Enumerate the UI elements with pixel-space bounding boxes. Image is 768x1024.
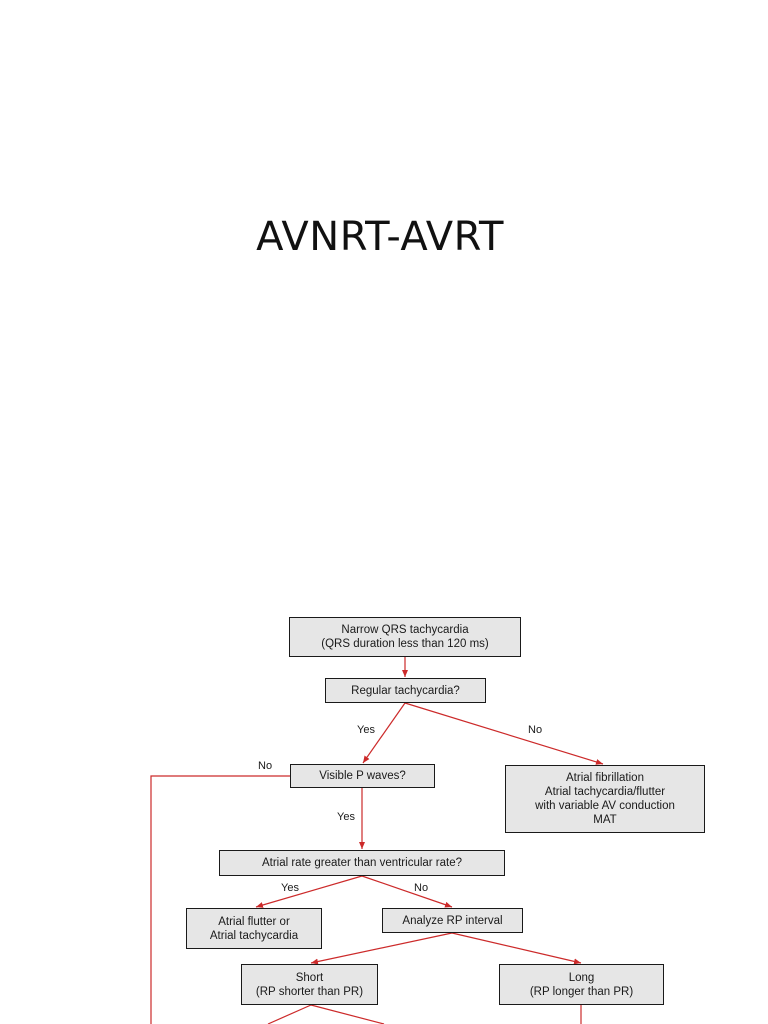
edge-analyze-short bbox=[311, 933, 452, 963]
edge-short-left bbox=[268, 1005, 311, 1024]
node-visible-p-waves: Visible P waves? bbox=[290, 764, 435, 788]
edge-label-regular-no: No bbox=[528, 724, 543, 736]
node-regular-tachycardia: Regular tachycardia? bbox=[325, 678, 486, 703]
edge-atrial-rate-analyze bbox=[362, 876, 452, 907]
edge-short-right bbox=[311, 1005, 384, 1024]
edge-label-visible-yes: Yes bbox=[337, 811, 355, 823]
node-long-rp: Long (RP longer than PR) bbox=[499, 964, 664, 1005]
page-title: AVNRT-AVRT bbox=[256, 214, 504, 260]
node-short-rp: Short (RP shorter than PR) bbox=[241, 964, 378, 1005]
node-atrial-fibrillation: Atrial fibrillation Atrial tachycardia/flutter with variable AV conduction MAT bbox=[505, 765, 705, 833]
node-analyze-rp: Analyze RP interval bbox=[382, 908, 523, 933]
edge-atrial-rate-flutter bbox=[256, 876, 362, 907]
edge-label-rate-no: No bbox=[414, 882, 429, 894]
edge-label-regular-yes: Yes bbox=[357, 724, 375, 736]
edge-label-visible-no: No bbox=[258, 760, 273, 772]
edge-analyze-long bbox=[452, 933, 581, 963]
node-narrow-qrs: Narrow QRS tachycardia (QRS duration less than 120 ms) bbox=[289, 617, 521, 657]
node-atrial-rate: Atrial rate greater than ventricular rate? bbox=[219, 850, 505, 876]
edge-label-rate-yes: Yes bbox=[281, 882, 299, 894]
node-atrial-flutter: Atrial flutter or Atrial tachycardia bbox=[186, 908, 322, 949]
edge-regular-afib bbox=[405, 703, 603, 764]
